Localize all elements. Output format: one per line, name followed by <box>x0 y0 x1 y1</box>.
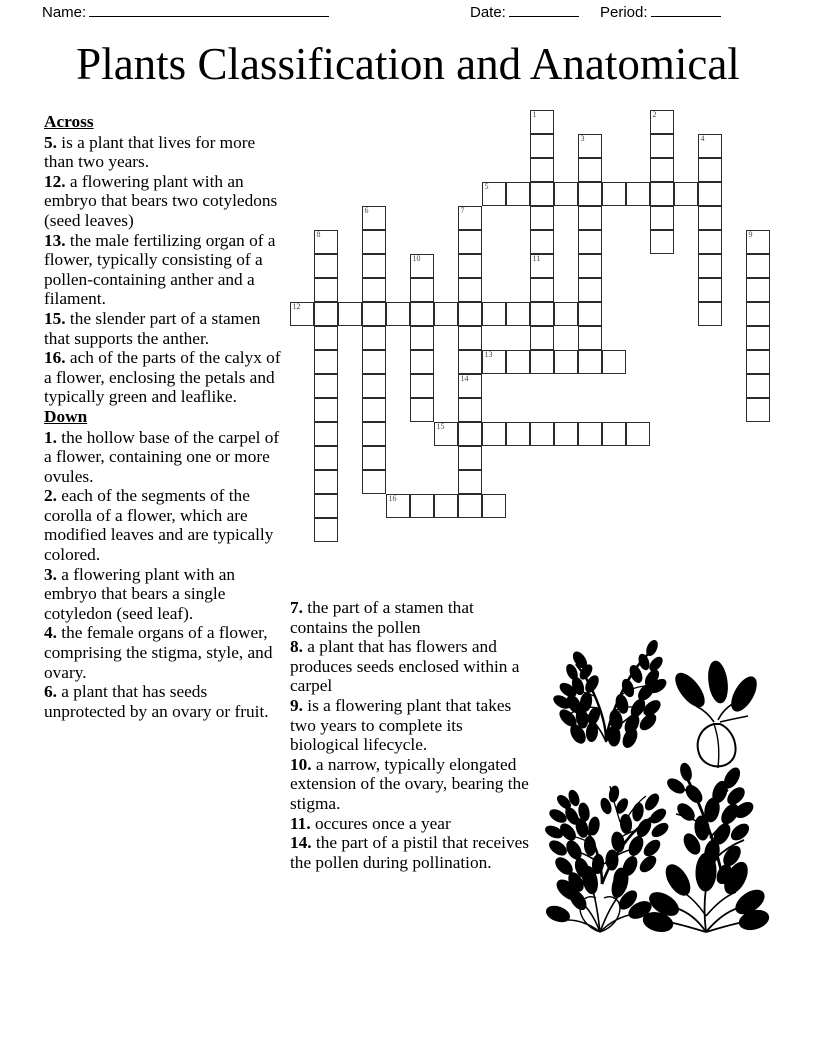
crossword-cell[interactable] <box>746 398 770 422</box>
crossword-cell[interactable] <box>650 134 674 158</box>
crossword-cell[interactable] <box>530 422 554 446</box>
clue-text: the part of a stamen that contains the pollen <box>290 598 474 637</box>
clue-text: is a plant that lives for more than two years. <box>44 132 256 172</box>
crossword-cell[interactable] <box>626 422 650 446</box>
name-label: Name: <box>42 4 87 21</box>
crossword-cell[interactable] <box>578 230 602 254</box>
crossword-cell[interactable] <box>314 494 338 518</box>
clue-text: the slender part of a stamen that supports the anther. <box>44 308 261 348</box>
crossword-cell[interactable] <box>314 278 338 302</box>
crossword-cell[interactable] <box>410 350 434 374</box>
crossword-cell[interactable] <box>674 182 698 206</box>
date-label: Date: <box>470 4 506 21</box>
crossword-cell-9[interactable] <box>746 230 770 254</box>
crossword-cell[interactable] <box>506 422 530 446</box>
crossword-cell[interactable] <box>362 302 386 326</box>
crossword-cell[interactable] <box>626 182 650 206</box>
crossword-cell[interactable] <box>314 326 338 350</box>
crossword-cell-number: 9 <box>748 230 753 239</box>
crossword-cell[interactable] <box>362 470 386 494</box>
clue-down-4 <box>44 623 286 682</box>
clue-number: 4. <box>44 623 57 643</box>
crossword-cell[interactable] <box>410 494 434 518</box>
crossword-cell-number: 11 <box>532 254 541 263</box>
crossword-cell[interactable] <box>314 374 338 398</box>
crossword-cell[interactable] <box>362 230 386 254</box>
clue-down-8 <box>290 637 530 696</box>
crossword-cell[interactable] <box>386 302 410 326</box>
crossword-cell[interactable] <box>578 254 602 278</box>
crossword-cell-number: 12 <box>292 302 301 311</box>
clue-number: 3. <box>44 564 57 584</box>
clue-number: 10. <box>290 754 312 774</box>
crossword-cell[interactable] <box>554 422 578 446</box>
crossword-cell[interactable] <box>698 278 722 302</box>
clue-text: a narrow, typically elongated extension of the ovary, bearing the stigma. <box>290 754 529 813</box>
clue-text: a flowering plant with an embryo that bears a single cotyledon (seed leaf). <box>44 564 236 623</box>
crossword-cell[interactable] <box>434 494 458 518</box>
crossword-cell[interactable] <box>362 446 386 470</box>
clue-number: 12. <box>44 171 66 191</box>
crossword-cell-8[interactable] <box>314 230 338 254</box>
crossword-cell[interactable] <box>458 398 482 422</box>
clue-number: 8. <box>290 637 303 657</box>
crossword-cell[interactable] <box>578 302 602 326</box>
crossword-cell-number: 4 <box>700 134 705 143</box>
crossword-cell[interactable] <box>554 182 578 206</box>
crossword-cell[interactable] <box>362 254 386 278</box>
down-clue-list-second <box>290 598 530 872</box>
crossword-cell-4[interactable] <box>698 134 722 158</box>
clue-text: is a flowering plant that takes two years to complete its biological lifecycle. <box>290 695 512 755</box>
crossword-cell[interactable] <box>578 326 602 350</box>
crossword-cell[interactable] <box>482 494 506 518</box>
crossword-cell[interactable] <box>482 422 506 446</box>
crossword-cell-number: 2 <box>652 110 657 119</box>
clue-down-7 <box>290 598 530 637</box>
across-heading: Across <box>44 112 94 131</box>
crossword-cell[interactable] <box>458 302 482 326</box>
clue-text: the hollow base of the carpel of a flower, containing one or more ovules. <box>44 427 280 486</box>
crossword-cell[interactable] <box>362 422 386 446</box>
clue-number: 16. <box>44 348 66 368</box>
crossword-cell[interactable] <box>746 326 770 350</box>
crossword-cell[interactable] <box>314 254 338 278</box>
crossword-cell[interactable] <box>530 134 554 158</box>
crossword-cell[interactable] <box>650 182 674 206</box>
clue-down-11 <box>290 814 530 834</box>
crossword-cell[interactable] <box>650 206 674 230</box>
crossword-cell[interactable] <box>698 254 722 278</box>
crossword-cell-number: 3 <box>580 134 585 143</box>
crossword-cell[interactable] <box>410 278 434 302</box>
clue-column-right <box>290 598 530 872</box>
crossword-cell[interactable] <box>314 446 338 470</box>
crossword-cell-6[interactable] <box>362 206 386 230</box>
crossword-cell-14[interactable] <box>458 374 482 398</box>
crossword-cell-13[interactable] <box>482 350 506 374</box>
crossword-cell[interactable] <box>434 302 458 326</box>
crossword-cell[interactable] <box>362 374 386 398</box>
crossword-cell[interactable] <box>650 230 674 254</box>
crossword-cell-2[interactable] <box>650 110 674 134</box>
crossword-cell[interactable] <box>458 350 482 374</box>
clue-text: each of the segments of the corolla of a flower, which are modified leaves and are typically colored. <box>44 486 274 565</box>
crossword-cell[interactable] <box>746 254 770 278</box>
crossword-cell-16[interactable] <box>386 494 410 518</box>
crossword-cell[interactable] <box>650 158 674 182</box>
crossword-cell[interactable] <box>602 182 626 206</box>
clue-text: occures once a year <box>310 813 451 833</box>
crossword-cell-12[interactable] <box>290 302 314 326</box>
crossword-cell-number: 5 <box>484 182 489 191</box>
crossword-cell[interactable] <box>698 182 722 206</box>
crossword-cell[interactable] <box>458 254 482 278</box>
crossword-cell-number: 1 <box>532 110 537 119</box>
crossword-cell[interactable] <box>578 422 602 446</box>
crossword-cell[interactable] <box>530 302 554 326</box>
crossword-cell-number: 15 <box>436 422 445 431</box>
crossword-cell[interactable] <box>698 206 722 230</box>
crossword-cell[interactable] <box>362 278 386 302</box>
crossword-cell[interactable] <box>602 350 626 374</box>
crossword-cell[interactable] <box>314 518 338 542</box>
crossword-cell[interactable] <box>698 158 722 182</box>
crossword-cell-11[interactable] <box>530 254 554 278</box>
crossword-cell[interactable] <box>530 182 554 206</box>
crossword-cell[interactable] <box>410 326 434 350</box>
period-label: Period: <box>600 4 648 21</box>
crossword-cell[interactable] <box>362 350 386 374</box>
crossword-cell[interactable] <box>746 278 770 302</box>
crossword-cell[interactable] <box>746 350 770 374</box>
clue-number: 15. <box>44 308 66 328</box>
crossword-cell[interactable] <box>530 326 554 350</box>
clue-text: the female organs of a flower, comprising the stigma, style, and ovary. <box>44 623 273 682</box>
crossword-cell[interactable] <box>314 398 338 422</box>
crossword-cell-number: 16 <box>388 494 397 503</box>
crossword-cell[interactable] <box>482 302 506 326</box>
clue-text: the male fertilizing organ of a flower, typically consisting of a pollen-containing anther and a filament. <box>44 230 276 309</box>
crossword-cell[interactable] <box>530 278 554 302</box>
down-heading: Down <box>44 406 88 426</box>
crossword-cell[interactable] <box>530 350 554 374</box>
clue-number: 6. <box>44 682 57 702</box>
clue-down-6 <box>44 682 286 721</box>
crossword-cell[interactable] <box>314 302 338 326</box>
crossword-cell[interactable] <box>458 326 482 350</box>
crossword-cell-10[interactable] <box>410 254 434 278</box>
crossword-cell[interactable] <box>458 422 482 446</box>
clue-down-9 <box>290 696 530 755</box>
crossword-cell[interactable] <box>578 278 602 302</box>
crossword-cell[interactable] <box>458 278 482 302</box>
crossword-cell[interactable] <box>314 470 338 494</box>
clue-number: 9. <box>290 695 303 715</box>
crossword-cell[interactable] <box>458 230 482 254</box>
crossword-cell[interactable] <box>578 206 602 230</box>
crossword-cell[interactable] <box>530 206 554 230</box>
crossword-cell[interactable] <box>458 470 482 494</box>
crossword-cell-5[interactable] <box>482 182 506 206</box>
crossword-cell[interactable] <box>314 422 338 446</box>
page-title: Plants Classification and Anatomical <box>76 39 740 89</box>
crossword-cell[interactable] <box>458 446 482 470</box>
crossword-cell[interactable] <box>578 182 602 206</box>
clue-text: ach of the parts of the calyx of a flower, enclosing the petals and typically green and leaflike. <box>44 348 281 407</box>
crossword-cell-number: 13 <box>484 350 493 359</box>
crossword-cell[interactable] <box>410 398 434 422</box>
crossword-cell[interactable] <box>410 374 434 398</box>
clue-number: 2. <box>44 486 57 506</box>
crossword-cell[interactable] <box>602 422 626 446</box>
crossword-cell[interactable] <box>554 350 578 374</box>
clue-text: a flowering plant with an embryo that bears two cotyledons (seed leaves) <box>44 171 278 230</box>
crossword-cell[interactable] <box>698 302 722 326</box>
clue-text: the part of a pistil that receives the pollen during pollination. <box>290 833 529 872</box>
clue-text: a plant that has seeds unprotected by an ovary or fruit. <box>44 682 269 721</box>
clue-text: a plant that has flowers and produces seeds enclosed within a carpel <box>290 637 520 696</box>
plant-branches-silhouette-icon <box>528 616 772 934</box>
crossword-cell-15[interactable] <box>434 422 458 446</box>
clue-down-3 <box>44 565 286 624</box>
crossword-cell[interactable] <box>362 326 386 350</box>
crossword-cell-number: 6 <box>364 206 369 215</box>
crossword-cell[interactable] <box>410 302 434 326</box>
crossword-cell-1[interactable] <box>530 110 554 134</box>
crossword-cell[interactable] <box>314 350 338 374</box>
crossword-cell[interactable] <box>530 158 554 182</box>
crossword-cell[interactable] <box>506 350 530 374</box>
clue-number: 1. <box>44 427 57 447</box>
crossword-cell[interactable] <box>458 494 482 518</box>
clue-number: 11. <box>290 813 311 833</box>
crossword-cell[interactable] <box>578 158 602 182</box>
crossword-cell[interactable] <box>506 182 530 206</box>
crossword-cell-number: 8 <box>316 230 321 239</box>
crossword-cell[interactable] <box>338 302 362 326</box>
crossword-cell[interactable] <box>746 374 770 398</box>
crossword-cell[interactable] <box>554 302 578 326</box>
clue-number: 14. <box>290 833 312 853</box>
crossword-cell-3[interactable] <box>578 134 602 158</box>
clue-number: 5. <box>44 132 57 152</box>
clue-down-14 <box>290 833 530 872</box>
crossword-cell-number: 7 <box>460 206 465 215</box>
crossword-cell-7[interactable] <box>458 206 482 230</box>
crossword-cell[interactable] <box>506 302 530 326</box>
crossword-cell[interactable] <box>578 350 602 374</box>
crossword-cell[interactable] <box>746 302 770 326</box>
clue-number: 7. <box>290 598 303 617</box>
clue-number: 13. <box>44 230 66 250</box>
clue-down-10 <box>290 755 530 814</box>
crossword-cell[interactable] <box>530 230 554 254</box>
crossword-cell-number: 10 <box>412 254 421 263</box>
crossword-cell[interactable] <box>362 398 386 422</box>
crossword-cell-number: 14 <box>460 374 469 383</box>
crossword-cell[interactable] <box>698 230 722 254</box>
